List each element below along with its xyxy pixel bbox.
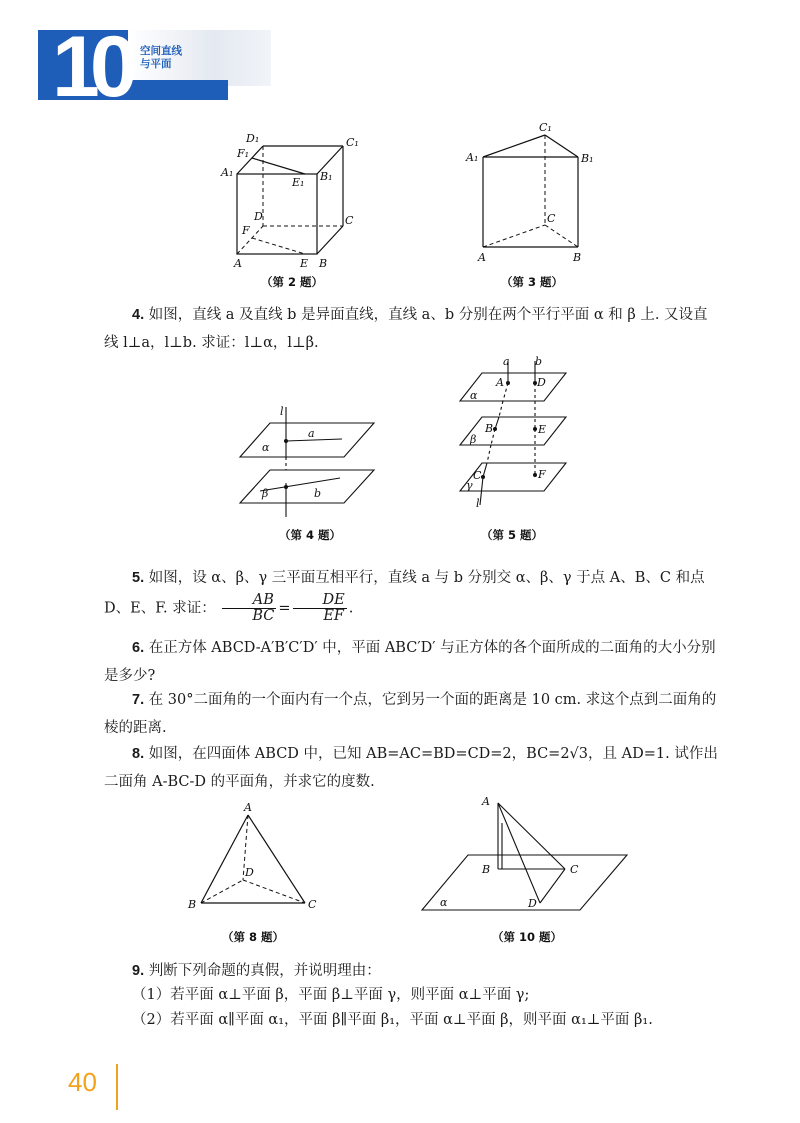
problem-9-number: 9. (132, 963, 145, 979)
figure-3-drawing (465, 120, 605, 265)
problem-4-text: 如图，直线 a 及直线 b 是异面直线，直线 a、b 分别在两个平行平面 α 和 β 上. 又设直线 l⊥a，l⊥b. 求证：l⊥α，l⊥β. (104, 307, 708, 351)
fraction-right-denominator: EF (323, 608, 344, 624)
problem-5-number: 5. (132, 570, 145, 586)
fraction-right-numerator: DE (293, 593, 347, 609)
fig10-label-B: B (482, 863, 491, 876)
problem-6-number: 6. (132, 640, 145, 656)
fig8-label-B: B (188, 898, 197, 911)
fig2-label-F: F (242, 224, 250, 237)
fig5-label-a: a (503, 355, 510, 368)
fig5-point-C (481, 475, 485, 479)
fig2-label-A: A (234, 257, 242, 270)
problem-5 (104, 563, 718, 624)
fig3-label-B: B (573, 251, 582, 264)
problem-7 (104, 686, 718, 742)
fig4-label-l: l (280, 405, 284, 418)
fig4-point-upper (284, 439, 288, 443)
fig3-label-A1: A₁ (466, 151, 479, 164)
fig5-point-A (506, 381, 510, 385)
figure-5 (456, 355, 576, 515)
problem-5-fraction-left (222, 593, 276, 624)
problem-5-text: 如图，设 α、β、γ 三平面互相平行，直线 a 与 b 分别交 α、β、γ 于点 A、B、C 和点 D、E、F. 求证： (104, 570, 705, 617)
fig3-label-A: A (478, 251, 486, 264)
problem-7-text: 在 30°二面角的一个面内有一个点，它到另一个面的距离是 10 cm. 求这个点到二面角的棱的距离. (104, 692, 717, 736)
fig5-label-alpha: α (470, 389, 478, 402)
figure-2-drawing (220, 128, 370, 268)
fig10-label-A: A (482, 795, 490, 808)
figure-5-drawing (456, 355, 576, 515)
fig2-label-F1: F₁ (237, 147, 250, 160)
problem-8-text: 如图，在四面体 ABCD 中，已知 AB=AC=BD=CD=2，BC=2√3，且 AD=1. 试作出二面角 A-BC-D 的平面角，并求它的度数. (104, 746, 718, 790)
problem-9-text: 判断下列命题的真假，并说明理由： (148, 963, 381, 979)
figure-8-caption: （第 8 题） (221, 930, 285, 944)
problem-5-equals: = (278, 600, 291, 617)
fig4-label-beta: β (262, 487, 269, 500)
fig5-label-F: F (538, 468, 546, 481)
problem-6-text: 在正方体 ABCD-A′B′C′D′ 中，平面 ABC′D′ 与正方体的各个面所成的二面角的大小分别是多少? (104, 640, 716, 684)
figure-4 (240, 405, 380, 520)
fig5-label-D: D (537, 376, 546, 389)
chapter-band-blue (128, 80, 228, 100)
problem-7-number: 7. (132, 692, 145, 708)
figure-2-caption: （第 2 题） (260, 275, 324, 289)
fig5-label-C: C (473, 469, 482, 482)
problem-4-number: 4. (132, 307, 145, 323)
fig5-label-l: l (476, 497, 480, 510)
problem-4 (104, 301, 718, 357)
fig2-label-E1: E₁ (292, 176, 305, 189)
fig4-label-b: b (314, 487, 322, 500)
figure-3 (465, 120, 605, 265)
problem-9-item-2: （2）若平面 α∥平面 α₁，平面 β∥平面 β₁，平面 α⊥平面 β，则平面 α₁⊥平面 β₁. (132, 1012, 653, 1028)
fig5-label-E: E (538, 423, 547, 436)
figure-4-drawing (240, 405, 380, 520)
problem-6 (104, 634, 718, 690)
figure-8 (185, 800, 325, 915)
fig5-point-B (493, 427, 497, 431)
fig10-label-C: C (570, 863, 579, 876)
figure-3-caption: （第 3 题） (500, 275, 564, 289)
fig3-label-B1: B₁ (581, 152, 594, 165)
chapter-title-line1: 空间直线 (140, 45, 182, 57)
fig2-label-C: C (345, 214, 354, 227)
problem-8 (104, 740, 718, 796)
problem-9 (104, 961, 381, 981)
chapter-number: 10 (52, 19, 128, 115)
figure-8-drawing (185, 800, 325, 915)
figure-10-drawing (420, 793, 635, 918)
problem-5-fraction-right (293, 593, 347, 624)
fig3-label-C1: C₁ (539, 121, 552, 134)
fig4-point-lower (284, 485, 288, 489)
fig5-label-A: A (496, 376, 504, 389)
fig4-label-a: a (308, 427, 315, 440)
fig10-label-D: D (528, 897, 537, 910)
figure-10 (420, 793, 635, 918)
fig8-label-A: A (244, 801, 252, 814)
fig5-point-E (533, 427, 537, 431)
page-number-divider (116, 1064, 118, 1110)
chapter-title-line2: 与平面 (140, 58, 172, 70)
fig5-point-F (533, 473, 537, 477)
figure-5-caption: （第 5 题） (480, 528, 544, 542)
fig10-label-alpha: α (440, 896, 448, 909)
figure-10-caption: （第 10 题） (491, 930, 563, 944)
fig2-label-B1: B₁ (320, 170, 333, 183)
fig5-label-beta: β (470, 433, 477, 446)
chapter-title (140, 45, 182, 71)
problem-5-end: . (348, 600, 354, 617)
fraction-left-numerator: AB (222, 593, 276, 609)
fig4-label-alpha: α (262, 441, 270, 454)
fraction-left-denominator: BC (252, 608, 275, 624)
fig5-label-B: B (485, 422, 494, 435)
page-number: 40 (68, 1067, 97, 1097)
fig2-label-D: D (254, 210, 263, 223)
fig2-label-E: E (300, 257, 309, 270)
fig5-label-gamma: γ (466, 479, 473, 492)
figure-4-caption: （第 4 题） (278, 528, 342, 542)
fig8-label-D: D (245, 866, 254, 879)
figure-2 (220, 128, 370, 268)
fig2-label-D1: D₁ (246, 132, 260, 145)
fig2-label-B: B (319, 257, 328, 270)
fig5-label-b: b (535, 355, 543, 368)
fig3-label-C: C (547, 212, 556, 225)
fig2-label-C1: C₁ (346, 136, 359, 149)
fig2-label-A1: A₁ (221, 166, 234, 179)
fig8-label-C: C (308, 898, 317, 911)
problem-8-number: 8. (132, 746, 145, 762)
problem-9-item-1: （1）若平面 α⊥平面 β，平面 β⊥平面 γ，则平面 α⊥平面 γ; (132, 987, 530, 1003)
